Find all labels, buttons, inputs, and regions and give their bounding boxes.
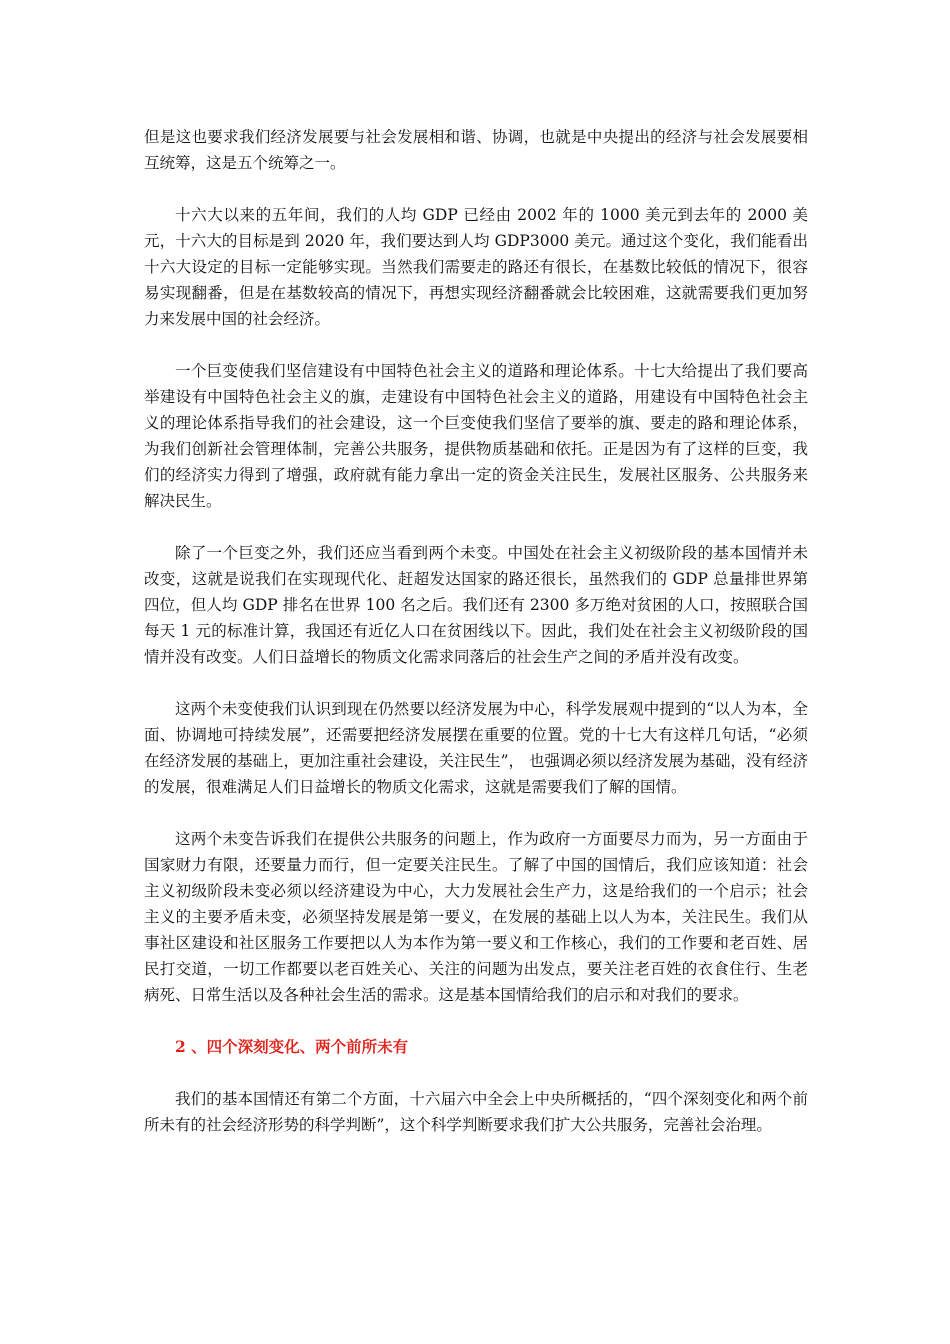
paragraph-7: 我们的基本国情还有第二个方面，十六届六中全会上中央所概括的，“四个深刻变化和两个前所未有的社会经济形势的科学判断”，这个科学判断要求我们扩大公共服务，完善社会治理。 — [144, 1090, 808, 1134]
paragraph-5: 这两个未变使我们认识到现在仍然要以经济发展为中心，科学发展观中提到的“以人为本，全面、协调地可持续发展”，还需要把经济发展摆在重要的位置。党的十七大有这样几句话，“必须在经济发展的基础上，更加注重社会建设，关注民生”， 也强调必须以经济发展为基础，没有经济的发展，很难满足人们日益增长的物质文化需求，这就是需要我们了解的国情。 — [144, 700, 808, 796]
paragraph-4: 除了一个巨变之外，我们还应当看到两个未变。中国处在社会主义初级阶段的基本国情并未改变，这就是说我们在实现现代化、赶超发达国家的路还很长，虽然我们的 GDP 总量排世界第四位，但人均 GDP 排名在世界 100 名之后。我们还有 2300 多万绝对贫困的人口，按照联合国每天 1 元的标准计算，我国还有近亿人口在贫困线以下。因此，我们处在社会主义初级阶段的国情并没有改变。人们日益增长的物质文化需求同落后的社会生产之间的矛盾并没有改变。 — [144, 544, 808, 666]
paragraph-6: 这两个未变告诉我们在提供公共服务的问题上，作为政府一方面要尽力而为，另一方面由于国家财力有限，还要量力而行，但一定要关注民生。了解了中国的国情后，我们应该知道：社会主义初级阶段未变必须以经济建设为中心，大力发展社会生产力，这是给我们的一个启示；社会主义的主要矛盾未变，必须坚持发展是第一要义，在发展的基础上以人为本，关注民生。我们从事社区建设和社区服务工作要把以人为本作为第一要义和工作核心，我们的工作要和老百姓、居民打交道，一切工作都要以老百姓关心、关注的问题为出发点，要关注老百姓的衣食住行、生老病死、日常生活以及各种社会生活的需求。这是基本国情给我们的启示和对我们的要求。 — [144, 830, 808, 1004]
paragraph-1: 但是这也要求我们经济发展要与社会发展相和谐、协调，也就是中央提出的经济与社会发展要相互统筹，这是五个统筹之一。 — [144, 128, 808, 172]
paragraph-2: 十六大以来的五年间，我们的人均 GDP 已经由 2002 年的 1000 美元到去年的 2000 美元，十六大的目标是到 2020 年，我们要达到人均 GDP3000 美元。通过这个变化，我们能看出十六大设定的目标一定能够实现。当然我们需要走的路还有很长，在基数比较低的情况下，很容易实现翻番，但是在基数较高的情况下，再想实现经济翻番就会比较困难，这就需要我们更加努力来发展中国的社会经济。 — [144, 206, 808, 328]
section-heading: 2 、四个深刻变化、两个前所未有 — [175, 1037, 409, 1056]
document-body — [144, 124, 808, 1164]
paragraph-3: 一个巨变使我们坚信建设有中国特色社会主义的道路和理论体系。十七大给提出了我们要高举建设有中国特色社会主义的旗，走建设有中国特色社会主义的道路，用建设有中国特色社会主义的理论体系指导我们的社会建设，这一个巨变使我们坚信了要举的旗、要走的路和理论体系，为我们创新社会管理体制，完善公共服务，提供物质基础和依托。正是因为有了这样的巨变，我们的经济实力得到了增强，政府就有能力拿出一定的资金关注民生，发展社区服务、公共服务来解决民生。 — [144, 362, 808, 510]
